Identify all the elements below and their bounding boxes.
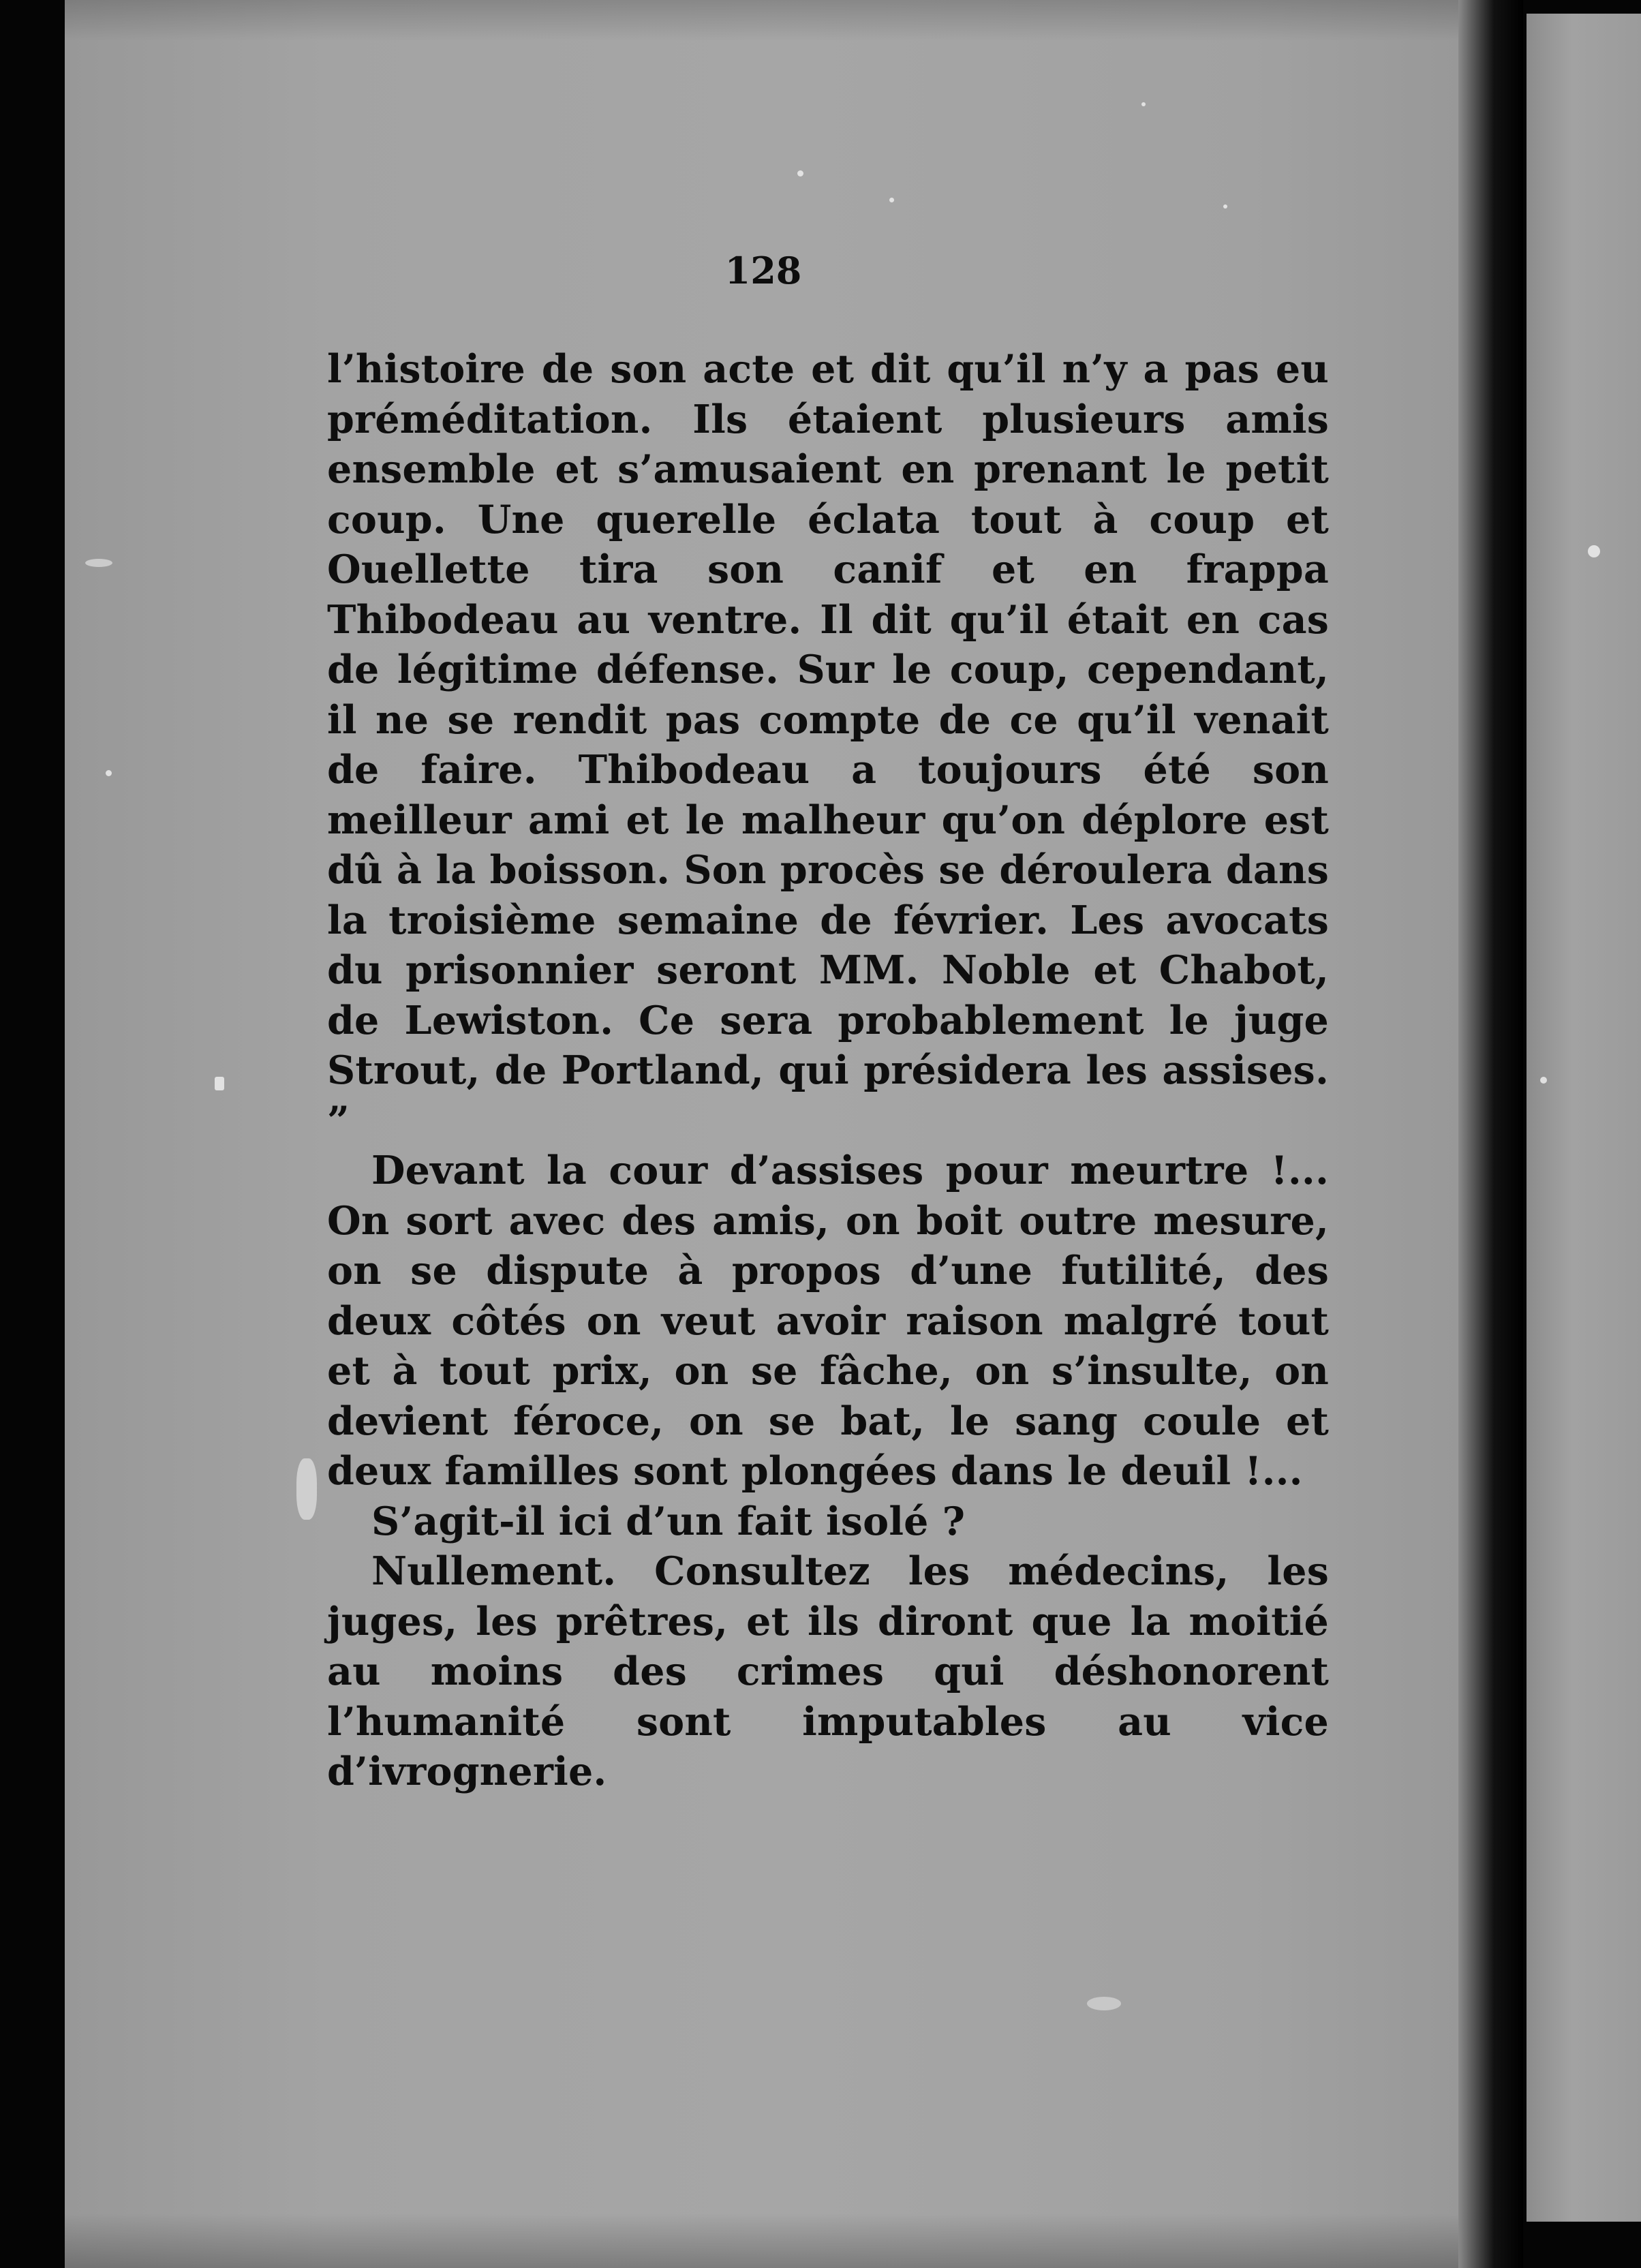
adjacent-page-edge xyxy=(1527,14,1641,2222)
dust-speck xyxy=(1141,102,1146,106)
page-number: 128 xyxy=(724,249,802,292)
dust-speck xyxy=(1588,545,1600,557)
dust-speck xyxy=(797,170,803,177)
dust-speck xyxy=(85,559,112,567)
dust-speck xyxy=(1540,1077,1547,1084)
paragraph: S’agit-il ici d’un fait isolé ? xyxy=(371,1498,966,1544)
dust-speck xyxy=(1223,204,1227,209)
dust-speck xyxy=(1087,1997,1121,2010)
dust-speck xyxy=(296,1458,317,1520)
dust-speck xyxy=(106,770,112,776)
paragraph: Nullement. Consultez les médecins, les juges, les prêtres, et ils diront que la moitié au moins des crimes qui déshonorent l’humanité sont imputables au vice d’ivrognerie. xyxy=(327,1548,1329,1794)
dust-speck xyxy=(889,198,894,202)
dust-speck xyxy=(215,1077,224,1090)
paragraph: l’histoire de son acte et dit qu’il n’y a pas eu préméditation. Ils étaient plusieurs amis ensemble et s’amusaient en prenant le petit coup. Une querelle éclata tout à coup et Ouellette tira son canif et en frappa Thibodeau au ventre. Il dit qu’il était en cas de légitime défense. Sur le coup, cependant, il ne se rendit pas compte de ce qu’il venait de faire. Thibodeau a toujours été son meilleur ami et le malheur qu’on déplore est dû à la boisson. Son procès se déroulera dans la troisième semaine de février. Les avocats du prisonnier seront MM. Noble et Chabot, de Lewiston. Ce sera probablement le juge Strout, de Portland, qui présidera les assises. ” xyxy=(327,346,1329,1144)
paragraph: Devant la cour d’assises pour meurtre !... On sort avec des amis, on boit outre mesure, on se dispute à propos d’une futilité, des deux côtés on veut avoir raison malgré tout et à tout prix, on se fâche, on s’insulte, on devient féroce, on se bat, le sang coule et deux familles sont plongées dans le deuil !... xyxy=(327,1148,1329,1494)
body-text xyxy=(327,344,1329,1797)
page-gutter xyxy=(1458,0,1523,2268)
page-shadow-top xyxy=(65,0,1513,41)
page-shadow-bottom xyxy=(65,2213,1513,2268)
